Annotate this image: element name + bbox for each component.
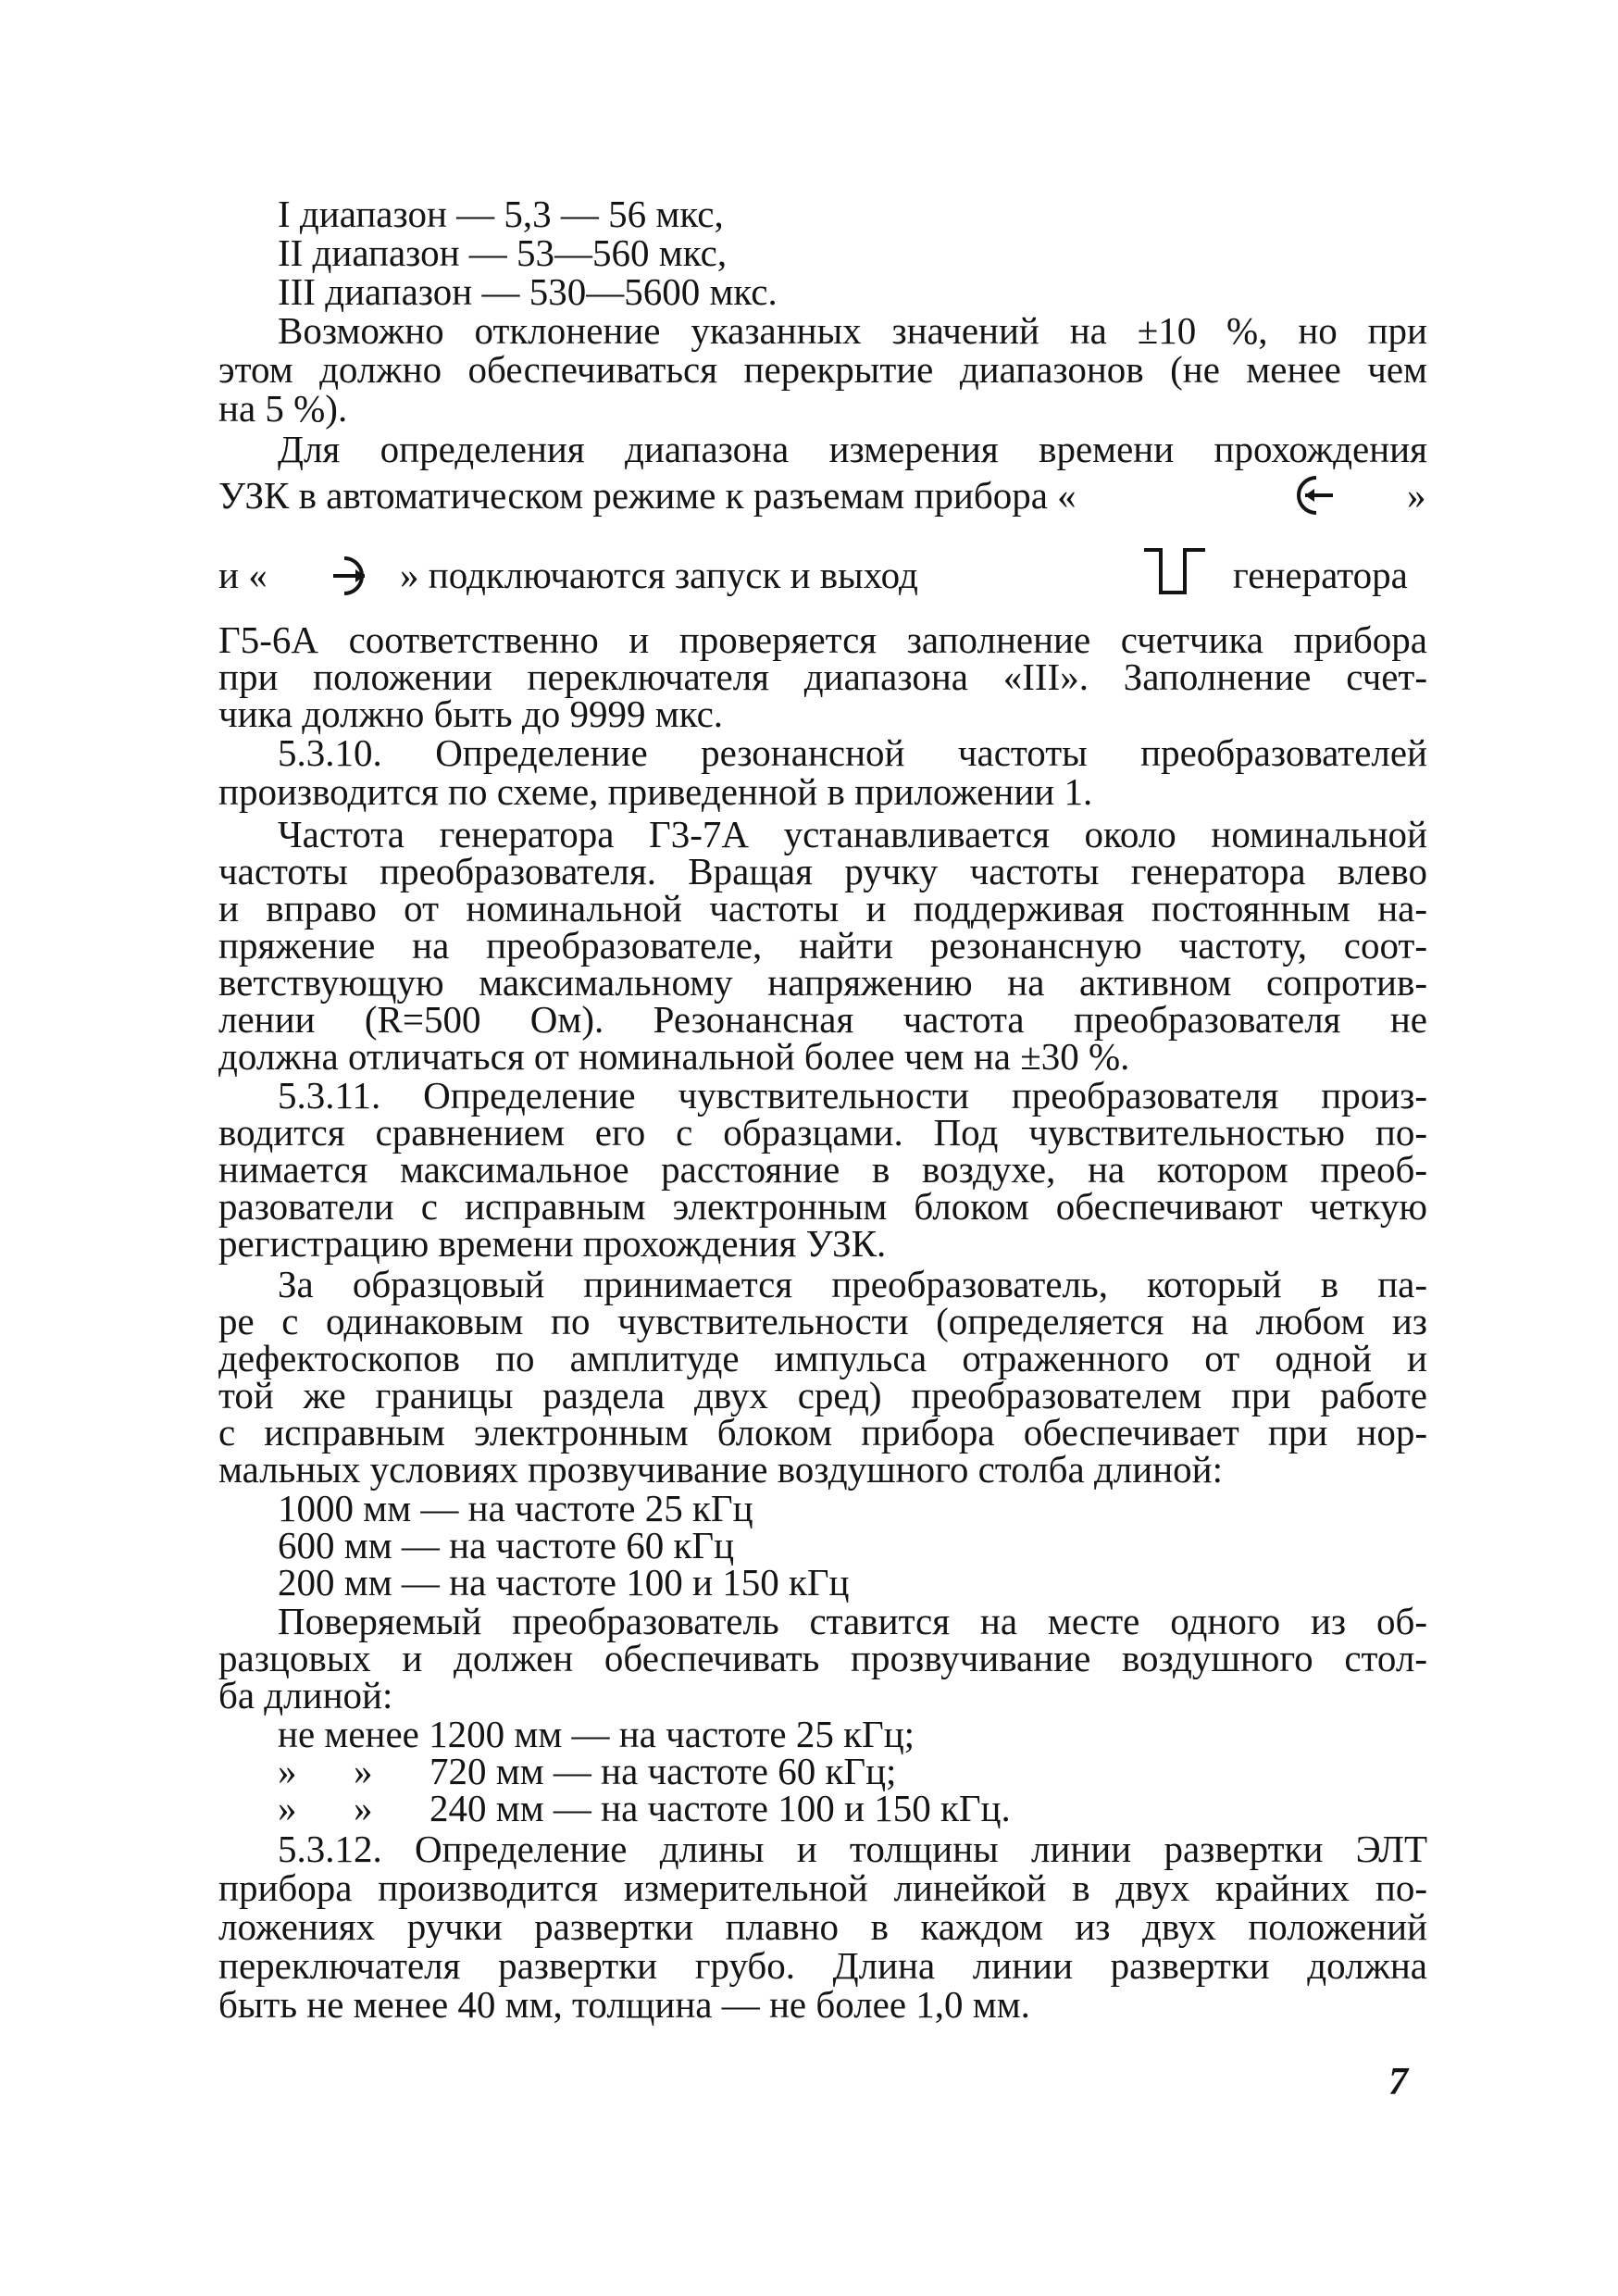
section-5-3-11-line-4: разователи с исправным электронным блоком обеспечивают четкую <box>218 1185 1427 1228</box>
arrow-into-bracket-icon <box>1288 474 1337 517</box>
para1-line-1: Возможно отклонение указанных значений на ±10 %, но при <box>278 309 1427 352</box>
list2-item-2: » » 720 мм — на частоте 60 кГц; <box>278 1750 897 1792</box>
para2-line-3-open: и « <box>218 554 268 596</box>
para1-line-2: этом должно обеспечиваться перекрытие диапазонов (не менее чем <box>218 348 1427 391</box>
list1-item-3: 200 мм — на частоте 100 и 150 кГц <box>278 1561 850 1603</box>
section-5-3-12-line-5: быть не менее 40 мм, толщина — не более 1,0 мм. <box>218 1983 1030 2026</box>
para5-line-2: разцовых и должен обеспечивать прозвучивание воздушного стол- <box>218 1637 1427 1679</box>
para3-line-2: частоты преобразователя. Вращая ручку частоты генератора влево <box>218 850 1427 892</box>
section-5-3-10-line-1: 5.3.10. Определение резонансной частоты преобразователей <box>278 731 1427 774</box>
para2-line-2-close: » <box>1407 474 1426 517</box>
section-5-3-12-line-3: ложениях ручки развертки плавно в каждом из двух положений <box>218 1905 1427 1948</box>
para1-line-3: на 5 %). <box>218 387 348 430</box>
section-5-3-11-line-5: регистрацию времени прохождения УЗК. <box>218 1222 887 1265</box>
para4-line-4: той же границы раздела двух сред) преобразователем при работе <box>218 1374 1427 1416</box>
para4-line-3: дефектоскопов по амплитуде импульса отраженного от одной и <box>218 1337 1427 1379</box>
page-number: 7 <box>1388 2061 1408 2103</box>
para4-line-1: За образцовый принимается преобразователь, который в па- <box>278 1263 1427 1305</box>
para2-rest-1: Г5-6А соответственно и проверяется заполнение счетчика прибора <box>218 618 1427 661</box>
para4-line-5: с исправным электронным блоком прибора обеспечивает при нор- <box>218 1411 1427 1454</box>
para2-line-2-text: УЗК в автоматическом режиме к разъемам прибора « <box>218 474 1077 517</box>
list1-item-2: 600 мм — на частоте 60 кГц <box>278 1524 735 1566</box>
section-5-3-11-line-2: водится сравнением его с образцами. Под чувствительностью по- <box>218 1111 1427 1154</box>
para4-line-2: ре с одинаковым по чувствительности (определяется на любом из <box>218 1300 1427 1342</box>
para3-line-1: Частота генератора Г3-7А устанавливается около номинальной <box>278 813 1427 855</box>
para3-line-5: ветствующую максимальному напряжению на активном сопротив- <box>218 961 1427 1004</box>
para2-rest-2: при положении переключателя диапазона «III». Заполнение счет- <box>218 655 1427 698</box>
section-5-3-10-line-2: производится по схеме, приведенной в приложении 1. <box>218 770 1093 813</box>
section-5-3-12-line-4: переключателя развертки грубо. Длина линии развертки должна <box>218 1944 1427 1987</box>
para5-line-1: Поверяемый преобразователь ставится на месте одного из об- <box>278 1600 1427 1642</box>
para5-line-3: ба длиной: <box>218 1674 393 1716</box>
list2-item-3: » » 240 мм — на частоте 100 и 150 кГц. <box>278 1787 1011 1829</box>
range-line-1: I диапазон — 5,3 — 56 мкс, <box>278 193 724 235</box>
arrow-out-of-bracket-icon <box>331 554 378 598</box>
list2-item-1: не менее 1200 мм — на частоте 25 кГц; <box>278 1713 915 1755</box>
para3-line-3: и вправо от номинальной частоты и поддерживая постоянным на- <box>218 887 1427 930</box>
rectangular-pulse-icon <box>1140 546 1209 598</box>
para2-line-1: Для определения диапазона измерения времени прохождения <box>278 428 1427 470</box>
para3-line-6: лении (R=500 Ом). Резонансная частота преобразователя не <box>218 998 1427 1041</box>
section-5-3-11-line-3: нимается максимальное расстояние в воздухе, на котором преоб- <box>218 1148 1427 1191</box>
para3-line-7: должна отличаться от номинальной более чем на ±30 %. <box>218 1035 1130 1078</box>
range-line-2: II диапазон — 53—560 мкс, <box>278 231 728 274</box>
para2-rest-3: чика должно быть до 9999 мкс. <box>218 693 724 735</box>
para4-line-6: мальных условиях прозвучивание воздушного столба длиной: <box>218 1448 1223 1491</box>
para2-line-3-mid: » подключаются запуск и выход <box>400 554 918 596</box>
section-5-3-12-line-2: прибора производится измерительной линейкой в двух крайних по- <box>218 1866 1427 1909</box>
para3-line-4: пряжение на преобразователе, найти резонансную частоту, соот- <box>218 924 1427 967</box>
list1-item-1: 1000 мм — на частоте 25 кГц <box>278 1487 753 1529</box>
section-5-3-11-line-1: 5.3.11. Определение чувствительности преобразователя произ- <box>278 1074 1427 1117</box>
para2-line-3-end: генератора <box>1233 554 1408 596</box>
section-5-3-12-line-1: 5.3.12. Определение длины и толщины линии развертки ЭЛТ <box>278 1828 1427 1870</box>
range-line-3: III диапазон — 530—5600 мкс. <box>278 270 778 313</box>
